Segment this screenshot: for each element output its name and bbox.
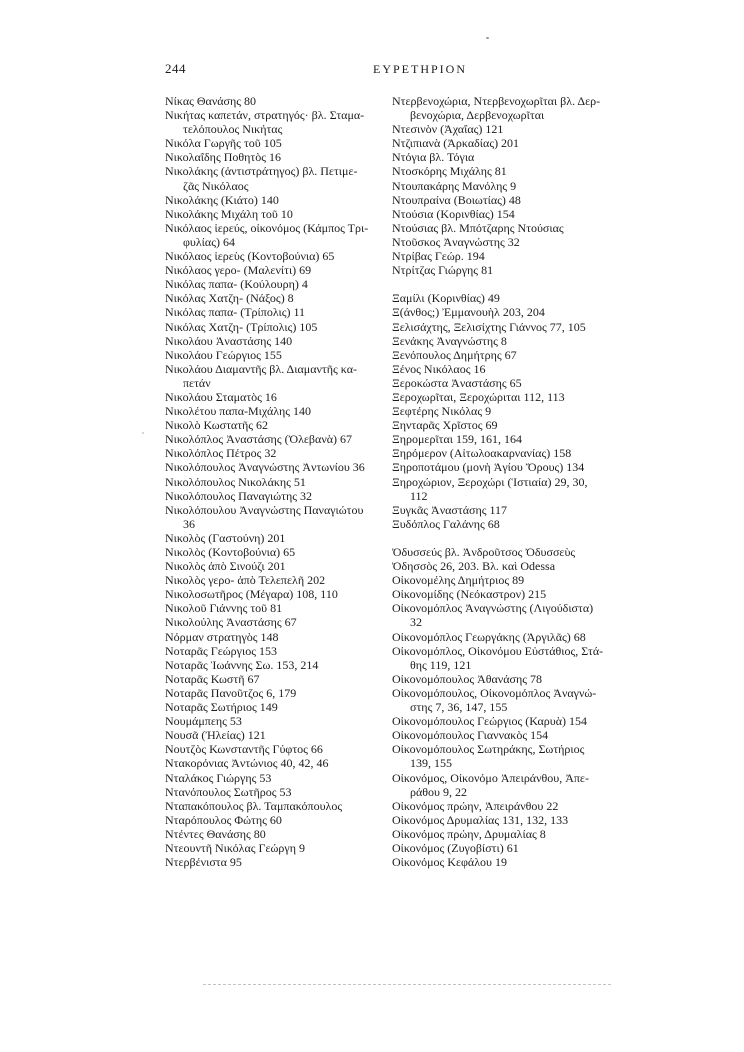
index-entry-line: Ξηρομερῖται 159, 161, 164 <box>392 432 523 447</box>
index-entry-line: Νικόλας Χατζη- (Νάξος) 8 <box>165 291 294 306</box>
index-entry-line: Νοταρᾶς Σωτήριος 149 <box>165 700 278 715</box>
index-entry-line: Ντοῦσκος Ἀναγνώστης 32 <box>392 234 520 249</box>
index-entry-line: 139, 155 <box>410 756 452 771</box>
index-entry-line: πετάν <box>183 375 211 390</box>
index-entry-line: Νίκας Θανάσης 80 <box>165 94 257 108</box>
index-entry-line: Νικολάου Διαμαντῆς βλ. Διαμαντῆς κα- <box>165 361 358 376</box>
index-entry-line: Οἰκονομόπλος, Οἰκονόμου Εὐστάθιος, Στά- <box>392 643 604 658</box>
index-entry-line: Νικολάκης Μιχάλη τοῦ 10 <box>165 206 293 221</box>
index-entry-line: Νικολούλης Ἀναστάσης 67 <box>165 615 297 630</box>
page-title: ΕΥΡΕΤΗΡΙΟΝ <box>373 62 467 76</box>
index-entry-line: Ξενόπουλος Δημήτρης 67 <box>392 347 517 362</box>
index-entry-line: Ὀδησσὸς 26, 203. Βλ. καὶ Odessa <box>392 559 556 574</box>
index-entry-line: Ντουπραίνα (Βοιωτίας) 48 <box>392 192 521 207</box>
index-entry-line: Ντεσινὸν (Ἀχαΐας) 121 <box>392 122 504 137</box>
index-entry-line: Οἰκονομέλης Δημήτριος 89 <box>392 573 525 588</box>
index-entry-line: Νικολόπουλου Ἀναγνώστης Παναγιώτου <box>165 502 364 517</box>
index-entry-line: τελόπουλος Νικήτας <box>183 122 283 137</box>
index-entry-line: Νικολόπλος Ἀναστάσης (Ὀλεβανὰ) 67 <box>165 432 353 447</box>
index-entry-line: Ντόγια βλ. Τόγια <box>392 150 475 165</box>
index-entry-line: Οἰκονομόπουλος Ἀθανάσης 78 <box>392 671 543 686</box>
index-entry-line: Ξηροποτάμου (μονὴ Ἁγίου Ὄρους) 134 <box>392 460 585 475</box>
index-column-right <box>392 94 648 869</box>
section-gap <box>392 277 648 291</box>
index-entry-line: Οἰκονομόπουλος Σωτηράκης, Σωτήριος <box>392 742 585 757</box>
section-gap <box>392 531 648 545</box>
index-entry-line: Οἰκονόμος Δρυμαλίας 131, 132, 133 <box>392 812 569 827</box>
index-entry-line: Ντεουντῆ Νικόλας Γεώργη 9 <box>165 840 305 855</box>
index-entry-line: φυλίας) 64 <box>183 234 235 249</box>
scan-speck <box>142 432 144 434</box>
index-entry-line: Νικόλαος ἱερεύς, οἰκονόμος (Κάμπος Τρι- <box>165 220 369 235</box>
index-entry-line: Νικολόπουλος Νικολάκης 51 <box>165 474 306 489</box>
index-entry-line: Οἰκονομόπλος Ἀναγνώστης (Λιγούδιστα) <box>392 601 594 616</box>
index-entry-line: Ξελισάχτης, Ξελισίχτης Γιάννος 77, 105 <box>392 319 586 334</box>
index-entry-line: Νικολόπουλος Παναγιώτης 32 <box>165 488 313 503</box>
index-entry-line: Ντούσια (Κορινθίας) 154 <box>392 206 515 221</box>
index-entry-line: Ξεροχωρῖται, Ξεροχώριται 112, 113 <box>392 389 565 404</box>
index-entry-line: Νικόλας παπα- (Κούλουρη) 4 <box>165 277 308 292</box>
index-entry-line: Νικολόπλος Πέτρος 32 <box>165 446 277 461</box>
index-entry-line: Ντούσιας βλ. Μπότζαρης Ντούσιας <box>392 220 564 235</box>
index-entry-line: Νικόλαος γερο- (Μαλενίτι) 69 <box>165 263 312 278</box>
index-entry-line: Ξυγκᾶς Ἀναστάσης 117 <box>392 502 508 517</box>
index-entry-line: 32 <box>410 615 422 630</box>
index-entry-line: Ξενάκης Ἀναγνώστης 8 <box>392 333 507 348</box>
index-entry-line: θης 119, 121 <box>410 657 472 672</box>
index-entry-line: Νικόλας Χατζη- (Τρίπολις) 105 <box>165 319 318 334</box>
index-entry-line: Νικολάκης (Κιάτο) 140 <box>165 192 279 207</box>
index-entry-line: Ντοσκόρης Μιχάλης 81 <box>392 164 507 179</box>
index-entry-line: Ντουπακάρης Μανόλης 9 <box>392 178 517 193</box>
index-entry-line: Ξυδόπλος Γαλάνης 68 <box>392 516 500 531</box>
scan-artifact-dashes <box>203 984 611 985</box>
index-entry-line: Ξηρόμερον (Αἰτωλοακαρνανίας) 158 <box>392 446 572 461</box>
index-entry-line: Ντζιπιανὰ (Ἀρκαδίας) 201 <box>392 136 520 151</box>
index-entry-line: Οἰκονομόπουλος, Οἰκονομόπλος Ἀναγνώ- <box>392 685 597 700</box>
index-entry-line: Νταρόπουλος Φώτης 60 <box>165 812 282 827</box>
index-entry-line: Νικολοῦ Γιάννης τοῦ 81 <box>165 601 283 616</box>
index-entry-line: Οἰκονομόπλος Γεωργάκης (Ἀργιλᾶς) 68 <box>392 629 586 644</box>
index-entry-line: Ντακορόνιας Ἀντώνιος 40, 42, 46 <box>165 756 329 771</box>
index-entry-line: Νικόλα Γωργῆς τοῦ 105 <box>165 136 282 151</box>
index-entry-line: Νικολέτου παπα-Μιχάλης 140 <box>165 404 311 419</box>
index-entry-line: Ξεροκώστα Ἀναστάσης 65 <box>392 375 522 390</box>
index-entry-line: Νουσᾶ (Ἠλείας) 121 <box>165 728 266 743</box>
scan-speck <box>486 37 489 39</box>
index-entry-line: Νικολοσωτῆρος (Μέγαρα) 108, 110 <box>165 587 338 602</box>
index-entry-line: Νικολὸς ἀπὸ Σινούζι 201 <box>165 559 286 574</box>
index-entry-line: Οἰκονόμος Κεφάλου 19 <box>392 855 507 870</box>
index-entry-line: Ντρίβας Γεώρ. 194 <box>392 249 485 264</box>
index-entry-line: Οἰκονομόπουλος Γεώργιος (Καρυὰ) 154 <box>392 714 587 729</box>
index-entry-line: Νοταρᾶς Γεώργιος 153 <box>165 643 277 658</box>
index-entry-line: στης 7, 36, 147, 155 <box>410 700 508 715</box>
index-entry-line: Ντανόπουλος Σωτῆρος 53 <box>165 784 292 799</box>
index-entry-line: Νικόλαος ἱερεὺς (Κοντοβούνια) 65 <box>165 249 335 264</box>
index-entry-line: Νικολαΐδης Ποθητὸς 16 <box>165 150 281 165</box>
index-entry-line: Νικολὸς (Γαστούνη) 201 <box>165 530 286 545</box>
index-entry-line: Ὀδυσσεύς βλ. Ἀνδροῦτσος Ὀδυσσεὺς <box>392 545 576 559</box>
index-entry-line: Νικολὸ Κωστατῆς 62 <box>165 418 269 433</box>
index-entry-line: Ντέντες Θανάσης 80 <box>165 826 266 841</box>
index-entry-line: Οἰκονομόπουλος Γιαννακὸς 154 <box>392 728 549 743</box>
index-entry-line: Οἰκονομίδης (Νεόκαστρον) 215 <box>392 587 547 602</box>
index-entry-line: Νικολὸς (Κοντοβούνια) 65 <box>165 545 296 559</box>
index-column-left <box>165 94 399 869</box>
index-entry-line: Νταπακόπουλος βλ. Ταμπακόπουλος <box>165 798 343 813</box>
index-entry-line: Νουμάμπεης 53 <box>165 714 242 729</box>
index-entry-line: Ντερβένιστα 95 <box>165 855 242 870</box>
index-entry-line: Ξ(άνθος;) Ἐμμανουὴλ 203, 204 <box>392 305 545 320</box>
index-entry-line: Νοταρᾶς Πανοῦτζος 6, 179 <box>165 685 297 700</box>
index-entry-line: Ξένος Νικόλαος 16 <box>392 361 486 376</box>
index-entry-line: Ντρίτζας Γιώργης 81 <box>392 263 494 278</box>
index-entry-line: ράθου 9, 22 <box>410 784 467 799</box>
index-entry-line: ζᾶς Νικόλαος <box>183 178 249 193</box>
index-entry-line: Οἰκονόμος πρώην, Ἀπειράνθου 22 <box>392 798 559 813</box>
index-entry-line: Νικολόπουλος Ἀναγνώστης Ἀντωνίου 36 <box>165 460 365 475</box>
index-entry-line: Οἰκονόμος (Ζυγοβίστι) 61 <box>392 840 519 855</box>
index-entry-line: βενοχώρια, Δερβενοχωρῖται <box>410 108 545 123</box>
index-entry-line: Νικολὸς γερο- ἀπὸ Τελεπελῆ 202 <box>165 573 326 588</box>
index-entry-line: Νικόλας παπα- (Τρίπολις) 11 <box>165 305 306 320</box>
index-entry-line: Νοταρᾶς Κωστῆ 67 <box>165 671 260 686</box>
index-entry-line: Ξηροχώριον, Ξεροχώρι (Ἱστιαία) 29, 30, <box>392 474 588 489</box>
index-entry-line: Νικολάου Σταματὸς 16 <box>165 389 277 404</box>
index-entry-line: Οἰκονόμος πρώην, Δρυμαλίας 8 <box>392 826 546 841</box>
index-entry-line: Νικολάου Γεώργιος 155 <box>165 347 282 362</box>
index-entry-line: Ξαμίλι (Κορινθίας) 49 <box>392 291 500 306</box>
index-entry-line: 112 <box>410 488 428 503</box>
index-entry-line: Ντερβενοχώρια, Ντερβενοχωρῖται βλ. Δερ- <box>392 94 601 108</box>
index-entry-line: Νόρμαν στρατηγὸς 148 <box>165 629 279 644</box>
index-entry-line: Οἰκονόμος, Οἰκονόμο Ἀπειράνθου, Ἀπε- <box>392 770 589 785</box>
index-entry-line: Ξηνταρᾶς Χρῖστος 69 <box>392 418 498 433</box>
index-entry-line: Νουτζὸς Κωνσταντῆς Γύφτος 66 <box>165 742 323 757</box>
index-entry-line: Νικολάου Ἀναστάσης 140 <box>165 333 293 348</box>
index-entry-line: Ξεφτέρης Νικόλας 9 <box>392 404 492 419</box>
page-number: 244 <box>165 61 186 76</box>
index-entry-line: Νικήτας καπετάν, στρατηγός· βλ. Σταμα- <box>165 108 365 123</box>
index-entry-line: Νικολάκης (ἀντιστράτηγος) βλ. Πετιμε- <box>165 164 358 179</box>
index-entry-line: 36 <box>183 516 195 531</box>
index-entry-line: Νοταρᾶς Ἰωάννης Σω. 153, 214 <box>165 657 319 672</box>
index-entry-line: Νταλάκος Γιώργης 53 <box>165 770 272 785</box>
